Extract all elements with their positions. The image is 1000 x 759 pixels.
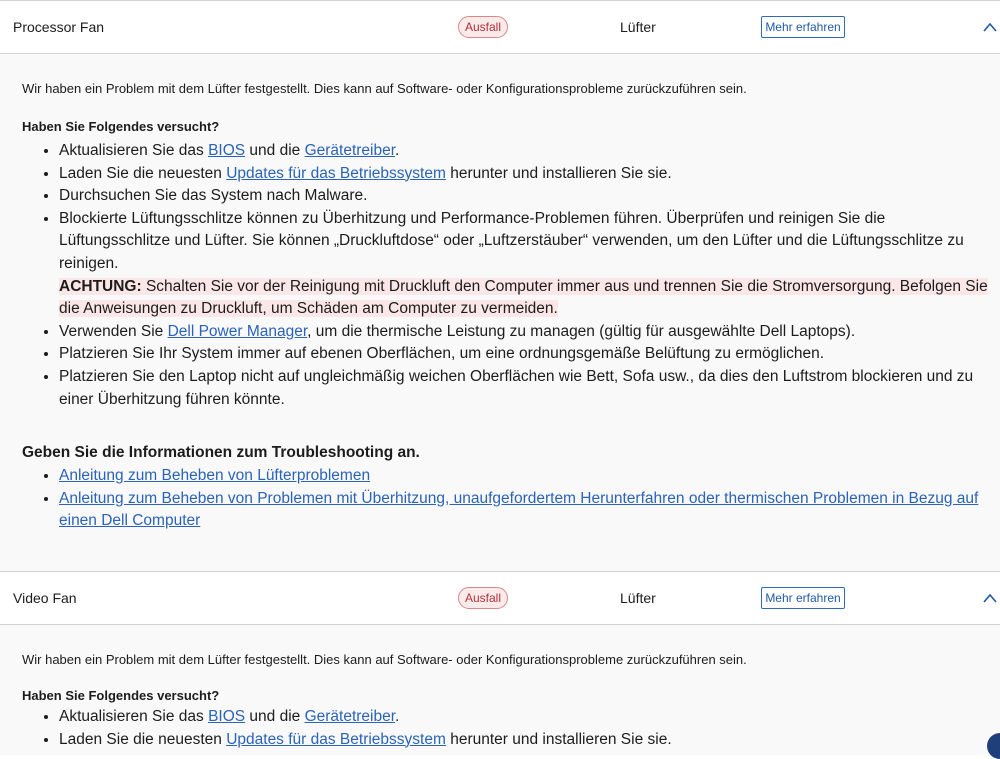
list-item-text: . bbox=[395, 708, 400, 725]
component-header[interactable] bbox=[0, 0, 1000, 54]
list-item-text: Laden Sie die neuesten bbox=[59, 164, 227, 182]
list-item-text: Aktualisieren Sie das bbox=[59, 708, 209, 725]
list-item bbox=[59, 208, 999, 321]
warning-text: Schalten Sie vor der Reinigung mit Druckluft den Computer immer aus und trennen Sie die Stromversorgung. Befolgen Sie die Anweisungen zu Druckluft, um Schäden am Computer zu vermeiden. bbox=[59, 277, 988, 318]
list-item: • Platzieren Sie Ihr System immer auf ebenen Oberflächen, um eine ordnungsgemäße Belüftung zu ermöglichen. bbox=[59, 343, 999, 366]
suggestion-list bbox=[22, 706, 999, 751]
bios-link[interactable]: BIOS bbox=[208, 142, 246, 159]
component-header[interactable] bbox=[0, 571, 1000, 625]
list-item-text: Blockierte Lüftungsschlitze können zu Überhitzung und Performance-Problemen führen. Überprüfen und reinigen Sie die Lüftungsschlitze und Lüfter. Sie können „Druckluftdose“ oder „Luftzerstäuber“ verwenden, um den Lüfter und die Lüftungsschlitze zu reinigen. bbox=[59, 209, 964, 272]
list-item-text: . bbox=[395, 142, 400, 159]
component-category: Lüfter bbox=[620, 590, 656, 606]
list-item-text: und die bbox=[245, 142, 305, 159]
intro-text: Wir haben ein Problem mit dem Lüfter festgestellt. Dies kann auf Software- oder Konfigurationsprobleme zurückzuführen sein. bbox=[22, 652, 747, 667]
list-item-text: herunter und installieren Sie sie. bbox=[445, 164, 672, 182]
list-item bbox=[59, 321, 999, 344]
drivers-link[interactable]: Gerätetreiber bbox=[304, 708, 396, 725]
list-item-text: herunter und installieren Sie sie. bbox=[445, 730, 672, 748]
component-name: Processor Fan bbox=[13, 19, 105, 35]
list-item bbox=[59, 488, 999, 533]
list-item-text: Laden Sie die neuesten bbox=[59, 730, 227, 748]
list-item: • Durchsuchen Sie das System nach Malware. bbox=[59, 185, 999, 208]
component-details bbox=[0, 625, 1000, 755]
component-name: Video Fan bbox=[13, 590, 77, 606]
tried-heading: Haben Sie Folgendes versucht? bbox=[22, 119, 220, 134]
drivers-link[interactable]: Gerätetreiber bbox=[304, 142, 396, 159]
chat-widget-icon[interactable] bbox=[987, 733, 1000, 759]
troubleshooting-list bbox=[22, 465, 999, 533]
learn-more-button[interactable]: Mehr erfahren bbox=[761, 587, 845, 609]
component-section-video-fan bbox=[0, 571, 1000, 755]
list-item bbox=[59, 729, 999, 752]
component-details bbox=[0, 54, 1000, 571]
list-item bbox=[59, 465, 999, 488]
status-badge: Ausfall bbox=[458, 16, 508, 38]
warning-label: ACHTUNG: bbox=[59, 277, 142, 295]
dell-power-manager-link[interactable]: Dell Power Manager bbox=[167, 322, 308, 340]
list-item-text: und die bbox=[245, 708, 305, 725]
list-item: • Platzieren Sie den Laptop nicht auf ungleichmäßig weichen Oberflächen wie Bett, Sofa usw., da dies den Luftstrom blockieren und zu einer Überhitzung führen könnte. bbox=[59, 366, 999, 411]
learn-more-button[interactable]: Mehr erfahren bbox=[761, 16, 845, 38]
suggestion-list bbox=[22, 140, 999, 411]
overheating-troubleshooting-link[interactable]: Anleitung zum Beheben von Problemen mit Überhitzung, unaufgefordertem Herunterfahren oder thermischen Problemen in Bezug auf einen Dell Computer bbox=[59, 489, 979, 530]
troubleshooting-heading: Geben Sie die Informationen zum Troubleshooting an. bbox=[22, 444, 420, 461]
list-item-text: , um die thermische Leistung zu managen (gültig für ausgewählte Dell Laptops). bbox=[307, 322, 856, 340]
list-item bbox=[59, 163, 999, 186]
bios-link[interactable]: BIOS bbox=[208, 708, 246, 725]
os-updates-link[interactable]: Updates für das Betriebssystem bbox=[226, 164, 446, 182]
component-category: Lüfter bbox=[620, 19, 656, 35]
fan-troubleshooting-link[interactable]: Anleitung zum Beheben von Lüfterproblemen bbox=[59, 467, 371, 484]
list-item bbox=[59, 706, 999, 729]
intro-text: Wir haben ein Problem mit dem Lüfter festgestellt. Dies kann auf Software- oder Konfigurationsprobleme zurückzuführen sein. bbox=[22, 81, 747, 96]
warning-notice bbox=[59, 278, 988, 318]
chevron-up-icon[interactable] bbox=[980, 589, 1000, 607]
status-badge: Ausfall bbox=[458, 587, 508, 609]
chevron-up-icon[interactable] bbox=[980, 18, 1000, 36]
tried-heading: Haben Sie Folgendes versucht? bbox=[22, 688, 220, 703]
list-item bbox=[59, 140, 999, 163]
list-item-text: Verwenden Sie bbox=[59, 322, 168, 340]
os-updates-link[interactable]: Updates für das Betriebssystem bbox=[226, 730, 446, 748]
list-item-text: Aktualisieren Sie das bbox=[59, 142, 209, 159]
